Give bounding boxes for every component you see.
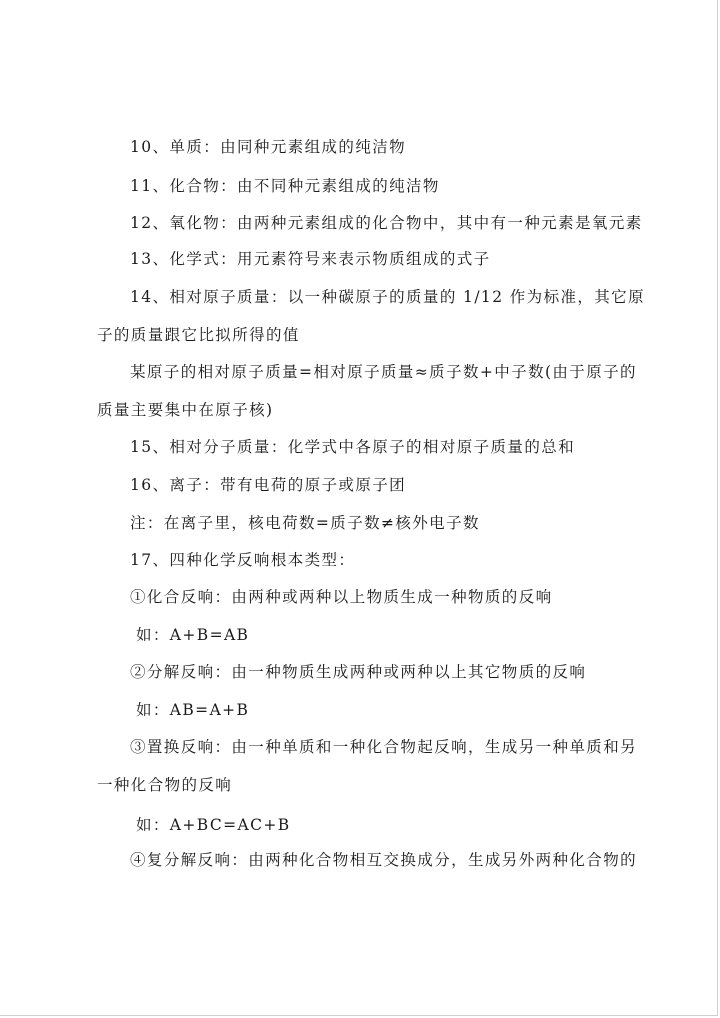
reaction-type-double-decomposition: ④复分解反响：由两种化合物相互交换成分，生成另外两种化合物的 bbox=[130, 851, 638, 869]
reaction-type-decomposition: ②分解反响：由一种物质生成两种或两种以上其它物质的反响 bbox=[130, 663, 587, 681]
item-10-simple-substance: 10、单质：由同种元素组成的纯洁物 bbox=[130, 138, 407, 156]
example-decomposition: 如：AB=A+B bbox=[136, 701, 250, 719]
example-displacement: 如：A+BC=AC+B bbox=[136, 816, 291, 834]
example-combination: 如：A+B=AB bbox=[136, 626, 250, 644]
reaction-type-displacement: ③置换反响：由一种单质和一种化合物起反响，生成另一种单质和另 bbox=[130, 738, 638, 756]
item-17-reaction-types: 17、四种化学反响根本类型： bbox=[130, 551, 356, 569]
relative-atomic-mass-formula-continuation: 质量主要集中在原子核) bbox=[97, 401, 274, 419]
item-12-oxide: 12、氧化物：由两种元素组成的化合物中，其中有一种元素是氧元素 bbox=[130, 214, 643, 232]
item-14-continuation: 子的质量跟它比拟所得的值 bbox=[97, 326, 300, 344]
item-13-chemical-formula: 13、化学式：用元素符号来表示物质组成的式子 bbox=[130, 250, 491, 268]
item-11-compound: 11、化合物：由不同种元素组成的纯洁物 bbox=[130, 177, 440, 195]
item-16-ion: 16、离子：带有电荷的原子或原子团 bbox=[130, 476, 407, 494]
reaction-type-combination: ①化合反响：由两种或两种以上物质生成一种物质的反响 bbox=[130, 588, 553, 606]
reaction-type-displacement-continuation: 一种化合物的反响 bbox=[97, 776, 233, 794]
item-15-relative-molecular-mass: 15、相对分子质量：化学式中各原子的相对原子质量的总和 bbox=[130, 438, 576, 456]
note-ion-charge: 注：在离子里，核电荷数=质子数≠核外电子数 bbox=[130, 514, 480, 532]
item-14-relative-atomic-mass: 14、相对原子质量：以一种碳原子的质量的 1/12 作为标准，其它原 bbox=[130, 288, 645, 306]
relative-atomic-mass-formula: 某原子的相对原子质量=相对原子质量≈质子数+中子数(由于原子的 bbox=[130, 363, 637, 381]
